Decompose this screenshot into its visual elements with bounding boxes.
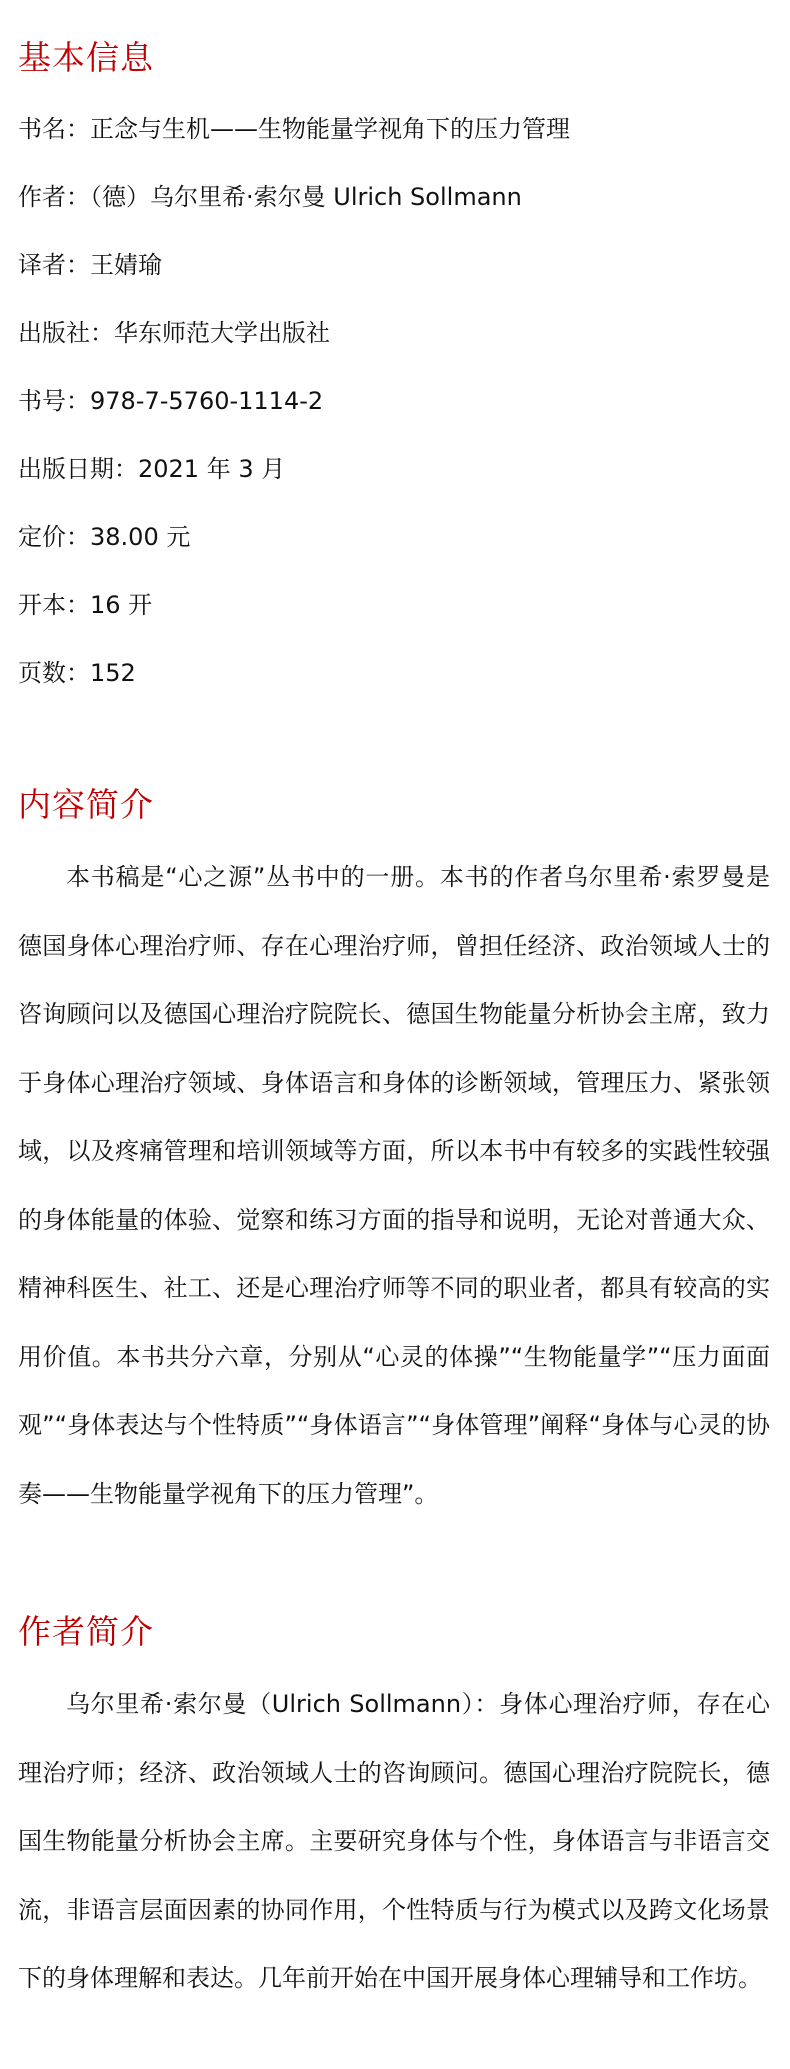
info-label: 书号：	[18, 387, 90, 415]
info-label: 出版社：	[18, 319, 114, 347]
info-label: 页数：	[18, 659, 90, 687]
info-row-price	[18, 516, 570, 584]
info-label: 出版日期：	[18, 455, 138, 483]
info-value: 38.00 元	[90, 523, 191, 551]
info-row-translator	[18, 244, 570, 312]
info-row-format	[18, 584, 570, 652]
info-row-pages	[18, 652, 570, 720]
basic-info-heading: 基本信息	[18, 38, 154, 77]
content-intro-paragraph: 本书稿是“心之源”丛书中的一册。本书的作者乌尔里希·索罗曼是德国身体心理治疗师、存在心理治疗师，曾担任经济、政治领域人士的咨询顾问以及德国心理治疗院院长、德国生物能量分析协会主席，致力于身体心理治疗领域、身体语言和身体的诊断领域，管理压力、紧张领域，以及疼痛管理和培训领域等方面，所以本书中有较多的实践性较强的身体能量的体验、觉察和练习方面的指导和说明，无论对普通大众、精神科医生、社工、还是心理治疗师等不同的职业者，都具有较高的实用价值。本书共分六章，分别从“心灵的体操”“生物能量学”“压力面面观”“身体表达与个性特质”“身体语言”“身体管理”阐释“身体与心灵的协奏——生物能量学视角下的压力管理”。	[18, 863, 770, 1508]
info-label: 译者：	[18, 251, 90, 279]
info-row-isbn	[18, 380, 570, 448]
content-intro-heading: 内容简介	[18, 785, 154, 824]
basic-info-list	[18, 108, 570, 720]
info-label: 开本：	[18, 591, 90, 619]
info-value: 2021 年 3 月	[138, 455, 286, 483]
author-intro-paragraph: 乌尔里希·索尔曼（Ulrich Sollmann）：身体心理治疗师，存在心理治疗师；经济、政治领域人士的咨询顾问。德国心理治疗院院长，德国生物能量分析协会主席。主要研究身体与个性，身体语言与非语言交流，非语言层面因素的协同作用，个性特质与行为模式以及跨文化场景下的身体理解和表达。几年前开始在中国开展身体心理辅导和工作坊。	[18, 1690, 770, 1992]
info-label: 作者：	[18, 183, 90, 211]
info-row-publish-date	[18, 448, 570, 516]
info-value: （德）乌尔里希·索尔曼 Ulrich Sollmann	[90, 183, 522, 211]
info-label: 书名：	[18, 115, 90, 143]
author-intro-heading: 作者简介	[18, 1612, 154, 1651]
info-row-publisher	[18, 312, 570, 380]
info-value: 978-7-5760-1114-2	[90, 387, 324, 415]
info-row-author	[18, 176, 570, 244]
info-row-book-title	[18, 108, 570, 176]
info-value: 16 开	[90, 591, 153, 619]
info-value: 华东师范大学出版社	[114, 319, 330, 347]
info-value: 王婧瑜	[90, 251, 162, 279]
info-label: 定价：	[18, 523, 90, 551]
info-value: 正念与生机——生物能量学视角下的压力管理	[90, 115, 570, 143]
info-value: 152	[90, 659, 136, 687]
